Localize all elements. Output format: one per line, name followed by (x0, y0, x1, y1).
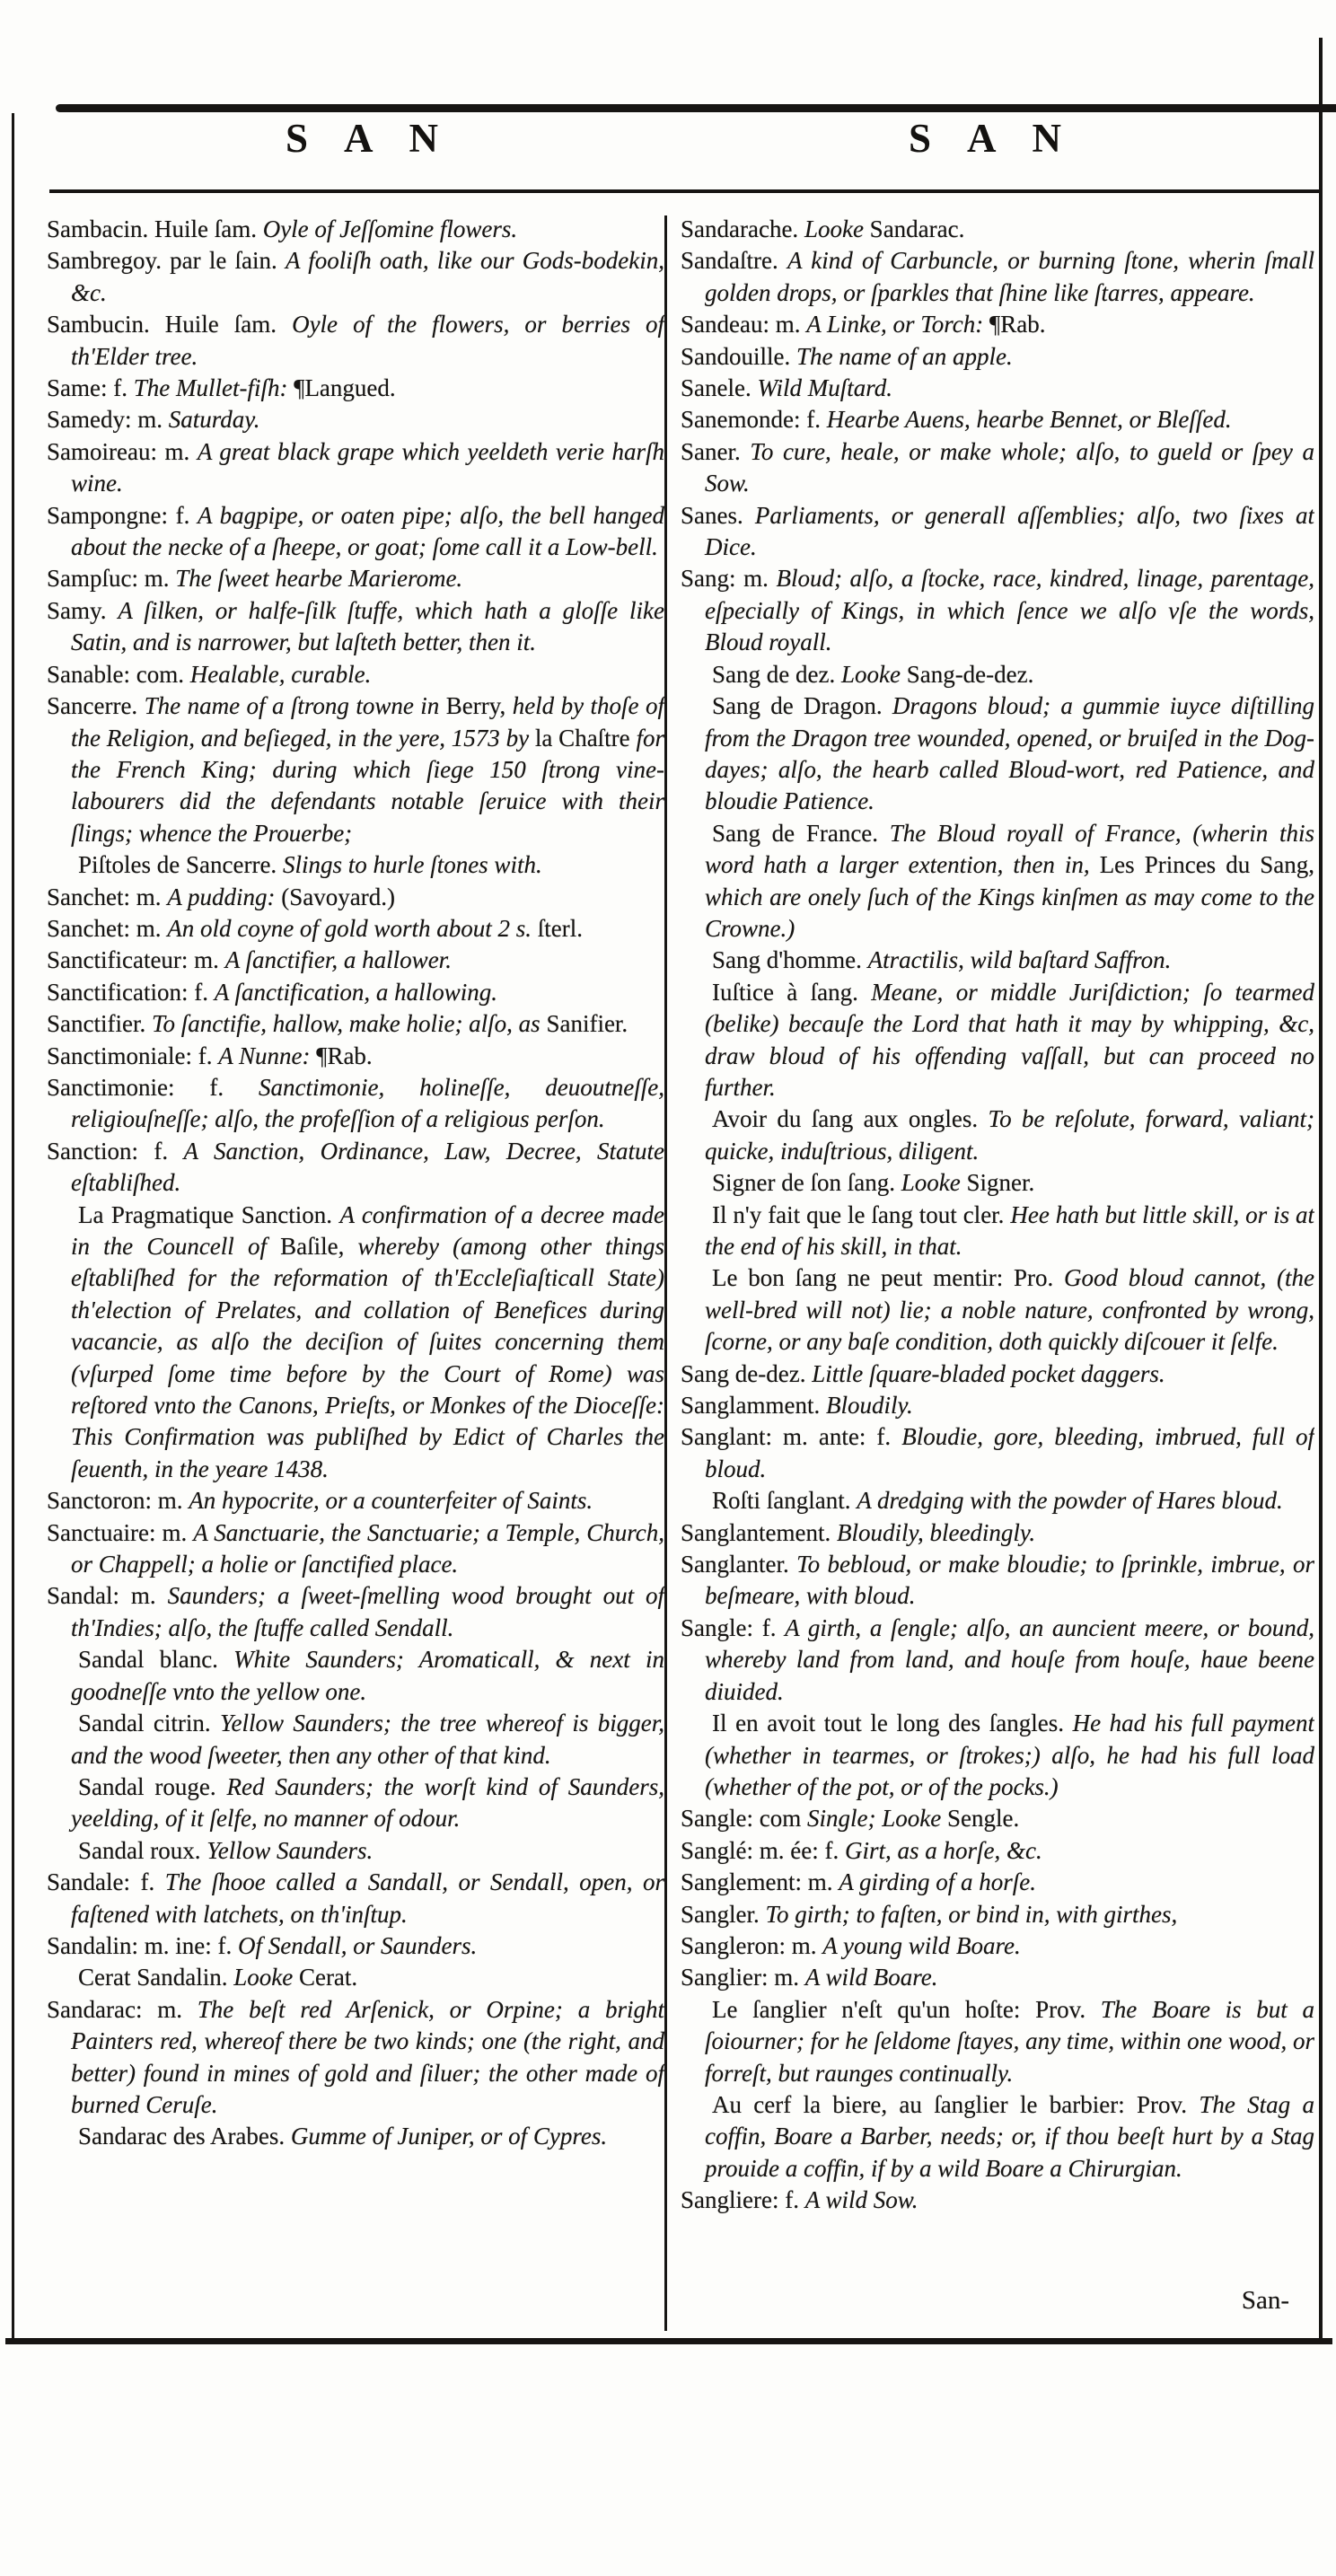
sub-entry (681, 1200, 1314, 1263)
definition-text: A girth, a ſengle; alſo, an auncient meere, or bound, whereby land from land, and houſe from houſe, haue beene diuided. (705, 1613, 1314, 1705)
headword-text: Sanctificateur: m. (47, 946, 225, 974)
entry (47, 1008, 664, 1040)
headword-text: Cerat Sandalin. (78, 1964, 234, 1991)
entry (681, 1390, 1314, 1421)
definition-text: Saunders; a ſweet-ſmelling wood brought out of th'Indies; alſo, the ſtuffe called Sendall. (71, 1582, 664, 1641)
roman-text: Sang-de-dez. (906, 660, 1034, 688)
headword-text: Sangle: f. (681, 1613, 786, 1641)
entry (681, 500, 1314, 564)
definition-text: Hearbe Auens, hearbe Bennet, or Bleſſed. (826, 406, 1232, 434)
definition-text: A bagpipe, or oaten pipe; alſo, the bell hanged about the necke of a ſheepe, or goat; ſome call it a Low-bell. (71, 501, 664, 561)
definition-text: held by thoſe of the Religion, and beſieged, in the yere, 1573 by (71, 692, 664, 752)
entry (47, 436, 664, 500)
definition-text: Hee hath but little skill, or is at the end of his skill, in that. (705, 1200, 1314, 1260)
entry (47, 913, 664, 945)
definition-text: To bebloud, or make bloudie; to ſprinkle, imbrue, or beſmeare, with bloud. (705, 1551, 1314, 1610)
entry (681, 373, 1314, 404)
sub-entry (681, 1262, 1314, 1358)
roman-text: Sandarac. (869, 215, 965, 242)
headword-text: Sangle: com (681, 1805, 807, 1833)
headword-text: Sanctimoniale: f. (47, 1042, 219, 1069)
entry (47, 1072, 664, 1136)
roman-text: ¶Rab. (316, 1042, 373, 1069)
headword-text: Same: f. (47, 374, 134, 402)
entry (681, 1613, 1314, 1708)
entry (47, 1580, 664, 1644)
headword-text: Sanglantement. (681, 1518, 837, 1546)
definition-text: To ſanctifie, hallow, make holie; alſo, as (151, 1010, 547, 1038)
entry (47, 945, 664, 976)
definition-text: An old coyne of gold worth about 2 s. (167, 914, 538, 942)
headword-text: Sandale: f. (47, 1868, 165, 1896)
sub-entry (681, 818, 1314, 945)
entry (47, 1485, 664, 1517)
entry (47, 1930, 664, 1962)
headword-text: Le bon ſang ne peut mentir: Pro. (712, 1264, 1064, 1292)
headword-text: Sanctimonie: f. (47, 1073, 259, 1101)
entry (681, 1803, 1314, 1834)
roman-text: Les Princes du Sang, (1099, 851, 1314, 879)
entry (681, 1899, 1314, 1930)
definition-text: A dredging with the powder of Hares bloud. (857, 1487, 1283, 1515)
definition-text: Of Sendall, or Saunders. (237, 1931, 478, 1959)
headword-text: Sanchet: m. (47, 883, 168, 910)
headword-text: Sampongne: f. (47, 501, 198, 529)
headword-text: Sandarac: m. (47, 1995, 198, 2023)
sub-entry (47, 1772, 664, 1835)
definition-text: To cure, heale, or make whole; alſo, to gueld or ſpey a Sow. (705, 437, 1314, 497)
headword-text: Signer de ſon ſang. (712, 1169, 901, 1197)
headword-text: Sampſuc: m. (47, 565, 176, 593)
definition-text: A great black grape which yeeldeth verie harſh wine. (71, 437, 664, 497)
headword-text: Sandarac des Arabes. (78, 2123, 291, 2150)
headword-text: Sanglé: m. ée: f. (681, 1836, 845, 1864)
sub-entry (681, 1994, 1314, 2089)
sub-entry (47, 849, 664, 881)
entry (47, 595, 664, 659)
entry (47, 309, 664, 373)
left-column (47, 214, 664, 2343)
definition-text: The Boare is but a ſoiourner; for he ſeldome ſtayes, any time, within one wood, or forreſt, but raunges continually. (705, 1995, 1314, 2087)
headword-text: Sang de-dez. (681, 1359, 813, 1387)
definition-text: The ſhooe called a Sandall, or Sendall, open, or faſtened with latchets, on th'inſtup. (71, 1868, 664, 1928)
definition-text: Parliaments, or generall aſſemblies; alſo, two ſixes at Dice. (705, 501, 1314, 561)
headword-text: Sanchet: m. (47, 914, 168, 942)
entry (47, 500, 664, 564)
definition-text: Bloud; alſo, a ſtocke, race, kindred, linage, parentage, eſpecially of Kings, in which ſence we alſo vſe the words, Bloud royall. (705, 565, 1314, 656)
headword-text: Sandaſtre. (681, 247, 787, 275)
definition-text: The ſweet hearbe Marierome. (175, 565, 463, 593)
sub-entry (47, 1962, 664, 1993)
running-head-right: SAN (909, 116, 1098, 161)
headword-text: Sang de dez. (712, 660, 841, 688)
definition-text: A young wild Boare. (822, 1931, 1021, 1959)
entry (681, 1358, 1314, 1390)
entry (681, 1930, 1314, 1962)
sub-entry (47, 1644, 664, 1708)
entry (681, 436, 1314, 500)
definition-text: Looke (233, 1964, 299, 1991)
headword-text: Sandalin: m. ine: f. (47, 1931, 238, 1959)
entry (681, 1867, 1314, 1898)
headword-text: Sambregoy. par le ſain. (47, 247, 286, 275)
headword-text: Piſtoles de Sancerre. (78, 851, 283, 879)
headword-text: Sang: m. (681, 565, 777, 593)
headword-text: Il en avoit tout le long des ſangles. (712, 1710, 1073, 1737)
headword-text: Sambucin. Huile ſam. (47, 311, 293, 338)
definition-text: To girth; to faſten, or bind in, with girthes, (765, 1900, 1178, 1928)
definition-text: for the French King; during which ſiege 150 ſtrong vine-labourers did the defendants notable ſeruice with their ſlings; whence the Prouerbe; (71, 724, 664, 847)
definition-text: whereby (among other things eſtabliſhed for the reformation of th'Eccleſiaſticall State) th'election of Prelates, and collation of Benefices during vacancie, as alſo the deciſion of ſuites concerning them (vſurped ſome time before by the Court of Rome) was reſtored vnto the Canons, Prieſts, or Monkes of the Dioceſſe: This Confirmation was publiſhed by Edict of Charles the ſeuenth, in the yeare 1438. (71, 1233, 664, 1482)
headword-text: Sandal blanc. (78, 1646, 234, 1674)
definition-text: A Nunne: (218, 1042, 317, 1069)
headword-text: Sanes. (681, 501, 755, 529)
definition-text: A wild Sow. (804, 2186, 918, 2214)
definition-text: Dragons bloud; a gummie iuyce diſtilling from the Dragon tree wounded, opened, or bruiſed in the Dog-dayes; alſo, the hearb called Bloud-wort, red Patience, and bloudie Patience. (705, 692, 1314, 815)
sub-entry (47, 1708, 664, 1772)
headword-text: Sandal: m. (47, 1582, 168, 1610)
definition-text: An hypocrite, or a counterfeiter of Saints. (189, 1487, 593, 1515)
definition-text: Meane, or middle Juriſdiction; ſo tearmed (belike) becauſe the Lord that hath it may by whipping, &c, draw bloud of his offending vaſſall, but can proceed no further. (705, 978, 1314, 1101)
definition-text: Gumme of Juniper, or of Cypres. (290, 2123, 608, 2150)
entry (47, 404, 664, 435)
entry (47, 245, 664, 309)
headword-text: Sanglement: m. (681, 1868, 839, 1896)
definition-text: Yellow Saunders; the tree whereof is bigger, and the wood ſweeter, then any other of that kind. (71, 1710, 664, 1769)
definition-text: Healable, curable. (189, 660, 372, 688)
roman-text: Berry, (445, 692, 513, 720)
entry (47, 1041, 664, 1072)
definition-text: Wild Muſtard. (757, 374, 892, 402)
headword-text: Sanele. (681, 374, 758, 402)
definition-text: A Sanctuarie, the Sanctuarie; a Temple, Church, or Chappell; a holie or ſanctified place. (71, 1518, 664, 1578)
definition-text: A wild Boare. (804, 1964, 938, 1991)
entry (47, 214, 664, 245)
definition-text: Bloudily. (825, 1392, 913, 1420)
sub-entry (681, 945, 1314, 976)
headword-text: Sambacin. Huile ſam. (47, 215, 263, 242)
headword-text: Sanctifier. (47, 1010, 152, 1038)
entry (681, 1549, 1314, 1613)
definition-text: Single; Looke (806, 1805, 947, 1833)
headword-text: La Pragmatique Sanction. (78, 1200, 340, 1228)
headword-text: Sanemonde: f. (681, 406, 827, 434)
definition-text: Sanctimonie, holineſſe, deuoutneſſe, religiouſneſſe; alſo, the profeſſion of a religious perſon. (71, 1073, 664, 1133)
sub-entry (681, 1708, 1314, 1803)
definition-text: A ſanctification, a hallowing. (214, 978, 497, 1006)
entry (681, 309, 1314, 340)
entry (47, 373, 664, 404)
entry (681, 2185, 1314, 2216)
headword-text: Il n'y fait que le ſang tout cler. (712, 1200, 1011, 1228)
definition-text: The name of a ſtrong towne in (144, 692, 446, 720)
definition-text: Red Saunders; the worſt kind of Saunders, yeelding, of it ſelfe, no manner of odour. (71, 1772, 664, 1833)
roman-text: Baſile, (280, 1233, 358, 1260)
headword-text: Sanglier: m. (681, 1964, 805, 1991)
definition-text: Looke (804, 215, 870, 242)
headword-text: Iuſtice à ſang. (712, 978, 872, 1006)
headword-text: Sanctification: f. (47, 978, 215, 1006)
headword-text: Sanctoron: m. (47, 1487, 189, 1515)
headword-text: Samy. (47, 596, 119, 624)
roman-text: la Chaſtre (534, 724, 637, 752)
definition-text: Slings to hurle ſtones with. (282, 851, 542, 879)
entry (47, 659, 664, 690)
definition-text: which are onely ſuch of the Kings kinſmen as may come to the Crowne.) (705, 883, 1314, 942)
entry (681, 1517, 1314, 1549)
entry (681, 563, 1314, 658)
definition-text: Oyle of Jeſſomine flowers. (262, 215, 518, 242)
definition-text: He had his full payment (whether in tearmes, or ſtrokes;) alſo, he had his full load (whether of the pot, or of the pocks.) (705, 1710, 1314, 1800)
entry (681, 341, 1314, 373)
definition-text: Bloudily, bleedingly. (836, 1518, 1036, 1546)
sub-entry (681, 977, 1314, 1104)
entry (47, 1867, 664, 1930)
sub-entry (681, 2089, 1314, 2185)
definition-text: The Stag a coffin, Boare a Barber, needs; or, if thou beeſt hurt by a Stag prouide a coffin, if by a wild Boare a Chirurgian. (705, 2090, 1314, 2182)
headword-text: Sanctuaire: m. (47, 1518, 194, 1546)
headword-text: Le ſanglier n'eſt qu'un hoſte: Prov. (712, 1995, 1101, 2023)
definition-text: Oyle of the flowers, or berries of th'Elder tree. (71, 311, 664, 370)
entry (681, 245, 1314, 309)
definition-text: Bloudie, gore, bleeding, imbrued, full of bloud. (705, 1423, 1314, 1482)
definition-text: White Saunders; Aromaticall, & next in goodneſſe vnto the yellow one. (71, 1646, 664, 1705)
definition-text: A girding of a horſe. (839, 1868, 1036, 1896)
entry (47, 1136, 664, 1200)
catchword: San- (1241, 2286, 1289, 2315)
definition-text: The Bloud royall of France, (wherin this word hath a larger extention, then in, (705, 819, 1314, 879)
definition-text: A ſilken, or halfe-ſilk ſtuffe, which hath a gloſſe like Satin, and is narrower, but laſteth better, then it. (71, 596, 664, 656)
entry (681, 404, 1314, 435)
headword-text: Sangleron: m. (681, 1931, 823, 1959)
entry (681, 1421, 1314, 1485)
headword-text: Sangler. (681, 1900, 766, 1928)
headword-text: Sancerre. (47, 692, 145, 720)
roman-text: ¶Langued. (294, 374, 396, 402)
entry (47, 690, 664, 849)
sub-entry (47, 1835, 664, 1867)
headword-text: Sang de France. (712, 819, 890, 847)
definition-text: A confirmation of a decree made in the Councell of (71, 1200, 664, 1260)
sub-entry (681, 690, 1314, 818)
headword-text: Avoir du ſang aux ongles. (712, 1105, 989, 1133)
headword-text: Sanable: com. (47, 660, 190, 688)
sub-entry (47, 1200, 664, 1486)
definition-text: Saturday. (168, 406, 260, 434)
headword-text: Sanglant: m. ante: f. (681, 1423, 902, 1451)
headword-text: Sangliere: f. (681, 2186, 805, 2214)
roman-text: Signer. (966, 1169, 1035, 1197)
definition-text: A pudding: (167, 883, 282, 910)
headword-text: Sanglamment. (681, 1392, 826, 1420)
headword-text: Roſti ſanglant. (712, 1487, 857, 1515)
roman-text: Cerat. (298, 1964, 358, 1991)
entry (47, 1517, 664, 1581)
roman-text: Sanifier. (546, 1010, 628, 1038)
right-page-border (1319, 38, 1323, 2342)
roman-text: ſterl. (537, 914, 583, 942)
headword-text: Sandal roux. (78, 1836, 207, 1864)
definition-text: Looke (840, 660, 907, 688)
definition-text: The name of an apple. (796, 342, 1013, 370)
definition-text: Yellow Saunders. (207, 1836, 374, 1864)
sub-entry (681, 1485, 1314, 1517)
sub-entry (681, 1167, 1314, 1199)
top-rule (56, 104, 1336, 112)
headword-text: Sang de Dragon. (712, 692, 892, 720)
definition-text: A kind of Carbuncle, or burning ſtone, wherin ſmall golden drops, or ſparkles that ſhine like ſtarres, appeare. (705, 247, 1314, 306)
entry (681, 214, 1314, 245)
headword-text: Saner. (681, 437, 751, 465)
definition-text: A Sanction, Ordinance, Law, Decree, Statute eſtabliſhed. (71, 1137, 664, 1197)
definition-text: To be reſolute, forward, valiant; quicke, induſtrious, diligent. (705, 1105, 1314, 1165)
headword-text: Sanglanter. (681, 1551, 797, 1578)
headword-text: Sandal citrin. (78, 1710, 220, 1737)
headword-text: Au cerf la biere, au ſanglier le barbier: Prov. (712, 2090, 1200, 2118)
sub-entry (681, 659, 1314, 690)
roman-text: ¶Rab. (989, 311, 1046, 338)
headword-text: Samoireau: m. (47, 437, 198, 465)
definition-text: The Mullet-fiſh: (133, 374, 294, 402)
entry (681, 1962, 1314, 1993)
definition-text: Good bloud cannot, (the well-bred will not) lie; a noble nature, confronted by wrong, ſcorne, or any baſe condition, doth quickly diſcouer it ſelfe. (705, 1264, 1314, 1356)
headword-text: Sang d'homme. (712, 946, 868, 974)
entry (47, 563, 664, 594)
headword-text: Sanction: f. (47, 1137, 184, 1165)
sub-entry (47, 2121, 664, 2152)
sub-entry (681, 1103, 1314, 1167)
running-head-left: SAN (286, 116, 475, 161)
entry (47, 1994, 664, 2122)
right-column (681, 214, 1314, 2343)
headword-text: Samedy: m. (47, 406, 169, 434)
definition-text: The beſt red Arſenick, or Orpine; a bright Painters red, whereof there be two kinds; one (the right, and better) found in mines of gold and ſiluer; the other made of burned Ceruſe. (71, 1995, 664, 2118)
header-rule (49, 189, 1319, 193)
headword-text: Sandeau: m. (681, 311, 807, 338)
roman-text: Sengle. (946, 1805, 1020, 1833)
definition-text: A Linke, or Torch: (806, 311, 989, 338)
headword-text: Sandouille. (681, 342, 796, 370)
entry (47, 977, 664, 1008)
headword-text: Sandarache. (681, 215, 804, 242)
definition-text: Looke (901, 1169, 967, 1197)
definition-text: Atractilis, wild baſtard Saffron. (867, 946, 1172, 974)
headword-text: Sandal rouge. (78, 1772, 227, 1800)
entry (47, 882, 664, 913)
column-divider (664, 215, 667, 2331)
definition-text: A fooliſh oath, like our Gods-bodekin, &c. (71, 247, 664, 306)
definition-text: A ſanctifier, a hallower. (224, 946, 452, 974)
entry (681, 1835, 1314, 1867)
definition-text: Little ſquare-bladed pocket daggers. (812, 1359, 1165, 1387)
roman-text: (Savoyard.) (281, 883, 395, 910)
left-page-border (12, 113, 14, 2340)
definition-text: Girt, as a horſe, &c. (844, 1836, 1042, 1864)
